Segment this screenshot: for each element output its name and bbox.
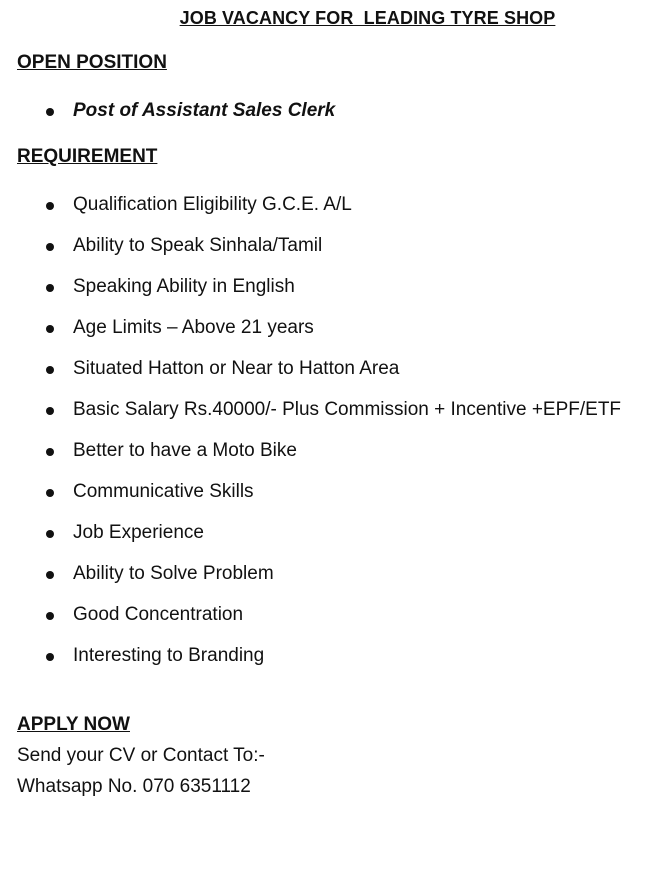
- position-title: Post of Assistant Sales Clerk: [73, 100, 336, 121]
- bullet-icon: [46, 530, 54, 538]
- requirement-qualification: Qualification Eligibility G.C.E. A/L: [73, 194, 352, 215]
- apply-instruction: Send your CV or Contact To:-: [17, 745, 265, 766]
- bullet-icon: [46, 366, 54, 374]
- requirement-age: Age Limits – Above 21 years: [73, 317, 314, 338]
- bullet-icon: [46, 489, 54, 497]
- bullet-icon: [46, 108, 54, 116]
- whatsapp-number: Whatsapp No. 070 6351112: [17, 776, 251, 797]
- requirement-concentration: Good Concentration: [73, 604, 244, 625]
- requirement-location: Situated Hatton or Near to Hatton Area: [73, 358, 400, 379]
- bullet-icon: [46, 612, 54, 620]
- bullet-icon: [46, 325, 54, 333]
- bullet-icon: [46, 653, 54, 661]
- requirement-heading: REQUIREMENT: [17, 146, 158, 167]
- requirement-language: Ability to Speak Sinhala/Tamil: [73, 235, 323, 256]
- requirement-branding: Interesting to Branding: [73, 645, 265, 666]
- requirement-english: Speaking Ability in English: [73, 276, 295, 297]
- bullet-icon: [46, 448, 54, 456]
- requirement-experience: Job Experience: [73, 522, 204, 543]
- apply-now-heading: APPLY NOW: [17, 714, 130, 735]
- bullet-icon: [46, 571, 54, 579]
- document-title: JOB VACANCY FOR LEADING TYRE SHOP: [179, 8, 556, 28]
- bullet-icon: [46, 407, 54, 415]
- requirement-salary: Basic Salary Rs.40000/- Plus Commission + Incentive +EPF/ETF: [73, 399, 622, 420]
- requirement-communication: Communicative Skills: [73, 481, 254, 502]
- bullet-icon: [46, 202, 54, 210]
- bullet-icon: [46, 284, 54, 292]
- requirement-problem-solving: Ability to Solve Problem: [73, 563, 274, 584]
- open-position-heading: OPEN POSITION: [17, 52, 167, 73]
- bullet-icon: [46, 243, 54, 251]
- requirement-bike: Better to have a Moto Bike: [73, 440, 297, 461]
